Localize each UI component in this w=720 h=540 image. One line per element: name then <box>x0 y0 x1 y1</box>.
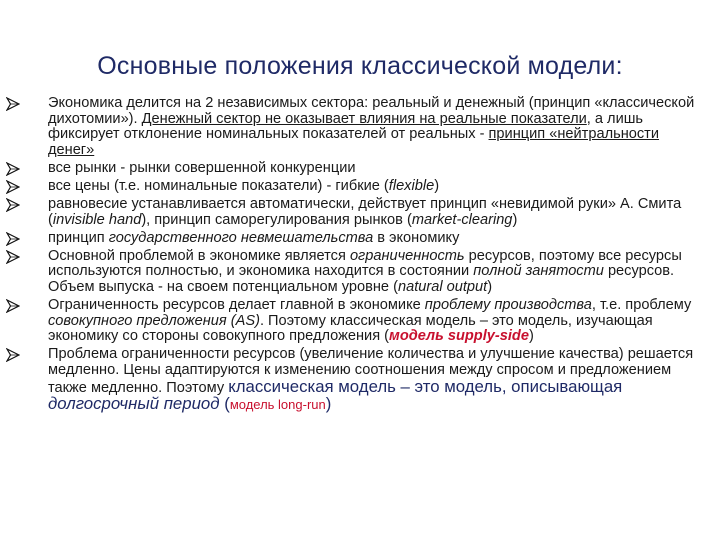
arrowhead-bullet-icon <box>6 232 20 246</box>
bullet-item <box>6 179 706 195</box>
arrowhead-bullet-icon <box>6 348 20 362</box>
bullet-text: ) <box>434 177 440 194</box>
bullet-text: , т.е. проблему <box>591 297 692 314</box>
bullet-text: классическая модель – это модель, описывающая <box>228 376 623 396</box>
bullet-item <box>6 347 706 413</box>
bullet-text: совокупного предложения (AS) <box>48 312 260 329</box>
bullet-text: ограниченность <box>349 247 465 264</box>
bullet-text: долгосрочный период <box>48 394 220 414</box>
bullet-text: ) <box>325 394 332 414</box>
bullet-text: принцип <box>48 229 109 246</box>
bullet-text: natural output <box>397 279 488 296</box>
bullet-text: в экономику <box>373 229 460 246</box>
bullet-text: принцип «нейтральности денег» <box>48 126 660 158</box>
bullet-text: . Поэтому классическая модель – это модель, изучающая экономику со стороны совокупного предложения ( <box>48 312 653 345</box>
bullet-list <box>6 96 706 416</box>
arrowhead-bullet-icon <box>6 180 20 194</box>
bullet-text: ( <box>219 394 230 414</box>
arrowhead-bullet-icon <box>6 198 20 212</box>
bullet-item <box>6 161 706 177</box>
bullet-item <box>6 96 706 158</box>
bullet-text: Основной проблемой в экономике является <box>48 247 350 264</box>
bullet-text: Ограниченность ресурсов делает главной в экономике <box>48 297 425 314</box>
bullet-text: ) <box>487 279 493 296</box>
bullet-text: ) <box>512 211 518 228</box>
bullet-text: равновесие устанавливается автоматически, действует принцип «невидимой руки» А. Смита ( <box>48 196 682 228</box>
arrowhead-bullet-icon <box>6 97 20 111</box>
arrowhead-bullet-icon <box>6 162 20 176</box>
bullet-text: проблему производства <box>424 297 592 314</box>
bullet-text: ресурсов, поэтому все ресурсы используются полностью, и экономика находится в состоянии <box>48 247 682 280</box>
bullet-text: ), принцип саморегулирования рынков ( <box>141 211 412 228</box>
bullet-text: , а лишь фиксирует отклонение номинальных показателей от реальных - <box>48 110 644 143</box>
arrowhead-bullet-icon <box>6 299 20 313</box>
bullet-text: ) <box>528 328 534 345</box>
bullet-text: Денежный сектор не оказывает влияния на реальные показатели <box>141 110 587 127</box>
bullet-text: Экономика делится на 2 независимых сектора: реальный и денежный (принцип «классической дихотомии»). <box>48 95 695 127</box>
slide-title: Основные положения классической модели: <box>97 52 623 80</box>
bullet-item <box>6 231 706 247</box>
bullet-text: государственного невмешательства <box>108 229 374 246</box>
bullet-item <box>6 298 706 345</box>
bullet-item <box>6 249 706 296</box>
bullet-text: Проблема ограниченности ресурсов (увеличение количества и улучшение качества) решается медленно. Цены адаптируются к изменению соотношения между спросом и предложением также медленно. Поэтому <box>48 346 694 396</box>
bullet-text: полной занятости <box>473 263 604 280</box>
bullet-text: ресурсов. Объем выпуска - на своем потенциальном уровне ( <box>48 263 675 296</box>
bullet-text: invisible hand <box>52 211 142 228</box>
bullet-text: все рынки - рынки совершенной конкуренции <box>48 159 356 176</box>
bullet-text: market-clearing <box>411 211 513 228</box>
bullet-text: все цены (т.е. номинальные показатели) - гибкие ( <box>48 177 389 194</box>
arrowhead-bullet-icon <box>6 250 20 264</box>
bullet-text: модель supply-side <box>389 328 529 345</box>
bullet-text: модель long-run <box>229 397 326 413</box>
bullet-item <box>6 197 706 228</box>
bullet-text: flexible <box>388 177 435 194</box>
